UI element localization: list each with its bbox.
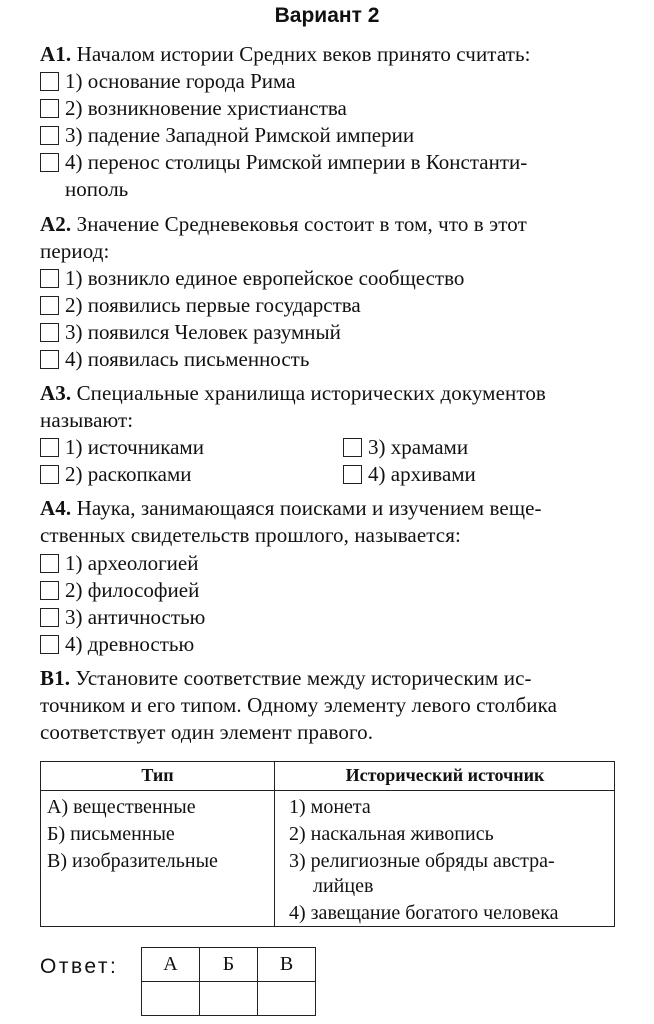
option-label: 2) раскопками: [65, 462, 192, 486]
question-number: В1.: [40, 666, 71, 690]
type-item: В) изобразительные: [47, 850, 218, 872]
source-item-continued: лийцев: [313, 875, 374, 897]
option-a4-4[interactable]: [40, 631, 194, 657]
checkbox[interactable]: [343, 438, 362, 457]
option-label: 4) перенос столицы Римской империи в Константи-: [65, 150, 528, 174]
checkbox[interactable]: [40, 153, 59, 172]
option-a1-3[interactable]: [40, 122, 414, 148]
checkbox[interactable]: [40, 126, 59, 145]
option-a3-2[interactable]: [40, 461, 192, 487]
question-text: Установите соответствие между историческим ис-: [75, 666, 532, 690]
option-a1-4[interactable]: [40, 149, 527, 175]
checkbox[interactable]: [40, 350, 59, 369]
option-label: 2) возникновение христианства: [65, 96, 347, 120]
option-label: 2) появились первые государства: [65, 293, 361, 317]
option-label: 3) падение Западной Римской империи: [65, 123, 415, 147]
option-label: 4) архивами: [368, 462, 476, 486]
checkbox[interactable]: [40, 269, 59, 288]
source-item: 2) наскальная живопись: [289, 823, 494, 845]
checkbox[interactable]: [40, 635, 59, 654]
answer-cell-v[interactable]: [258, 982, 316, 1016]
option-a4-3[interactable]: [40, 604, 205, 630]
checkbox[interactable]: [40, 296, 59, 315]
question-a4: [40, 495, 542, 521]
question-number: А2.: [40, 212, 72, 236]
source-item: 3) религиозные обряды австра-: [289, 850, 555, 872]
type-item: Б) письменные: [47, 823, 175, 845]
question-a1: [40, 41, 531, 67]
checkbox[interactable]: [40, 72, 59, 91]
answer-col-v: В: [258, 948, 316, 982]
option-a2-1[interactable]: [40, 265, 464, 291]
question-text-continued: называют:: [40, 408, 134, 432]
option-label: 4) появилась письменность: [65, 347, 310, 371]
question-text: Началом истории Средних веков принято считать:: [76, 42, 531, 66]
option-label: 1) археологией: [65, 551, 199, 575]
option-label: 3) появился Человек разумный: [65, 320, 341, 344]
header-type: Тип: [141, 765, 174, 785]
variant-title: Вариант 2: [274, 4, 380, 27]
option-a4-2[interactable]: [40, 577, 199, 603]
checkbox[interactable]: [40, 554, 59, 573]
answer-header-row: [142, 948, 316, 982]
option-a2-2[interactable]: [40, 292, 361, 318]
checkbox[interactable]: [40, 581, 59, 600]
checkbox[interactable]: [40, 438, 59, 457]
option-a3-1[interactable]: [40, 434, 204, 460]
question-number: А1.: [40, 42, 72, 66]
option-a2-3[interactable]: [40, 319, 341, 345]
option-label: 1) основание города Рима: [65, 69, 296, 93]
source-item: 1) монета: [289, 796, 371, 818]
checkbox[interactable]: [40, 608, 59, 627]
question-text: Наука, занимающаяся поисками и изучением веще-: [76, 496, 542, 520]
option-continuation: нополь: [65, 177, 129, 201]
answer-input-row[interactable]: [142, 982, 316, 1016]
option-label: 1) источниками: [65, 435, 204, 459]
question-number: А4.: [40, 496, 72, 520]
answer-col-a: А: [142, 948, 200, 982]
answer-label: Ответ:: [40, 955, 119, 978]
source-item: 4) завещание богатого человека: [289, 902, 559, 924]
type-item: А) вещественные: [47, 796, 196, 818]
question-number: А3.: [40, 381, 72, 405]
answer-cell-a[interactable]: [142, 982, 200, 1016]
matching-table: [40, 761, 615, 927]
option-a1-1[interactable]: [40, 68, 295, 94]
question-a3: [40, 380, 546, 406]
checkbox[interactable]: [40, 465, 59, 484]
question-text-continued: соответствует один элемент правого.: [40, 720, 374, 744]
option-label: 2) философией: [65, 578, 200, 602]
question-b1: [40, 665, 532, 691]
checkbox[interactable]: [343, 465, 362, 484]
question-text-continued: период:: [40, 239, 110, 263]
question-text: Специальные хранилища исторических документов: [76, 381, 546, 405]
question-text-continued: точником и его типом. Одному элементу левого столбика: [40, 693, 558, 717]
header-source: Исторический источник: [345, 765, 545, 785]
answer-cell-b[interactable]: [200, 982, 258, 1016]
option-a4-1[interactable]: [40, 550, 198, 576]
question-text-continued: ственных свидетельств прошлого, называется:: [40, 523, 461, 547]
option-label: 4) древностью: [65, 632, 195, 656]
checkbox[interactable]: [40, 99, 59, 118]
option-a1-2[interactable]: [40, 95, 347, 121]
option-label: 3) античностью: [65, 605, 206, 629]
option-a2-4[interactable]: [40, 346, 309, 372]
option-label: 3) храмами: [368, 435, 469, 459]
column-divider: [274, 762, 275, 926]
checkbox[interactable]: [40, 323, 59, 342]
option-label: 1) возникло единое европейское сообщество: [65, 266, 465, 290]
answer-col-b: Б: [200, 948, 258, 982]
option-a3-4[interactable]: [343, 461, 476, 487]
question-text: Значение Средневековья состоит в том, что в этот: [76, 212, 527, 236]
answer-grid: [141, 947, 316, 1016]
option-a3-3[interactable]: [343, 434, 468, 460]
question-a2: [40, 211, 527, 237]
